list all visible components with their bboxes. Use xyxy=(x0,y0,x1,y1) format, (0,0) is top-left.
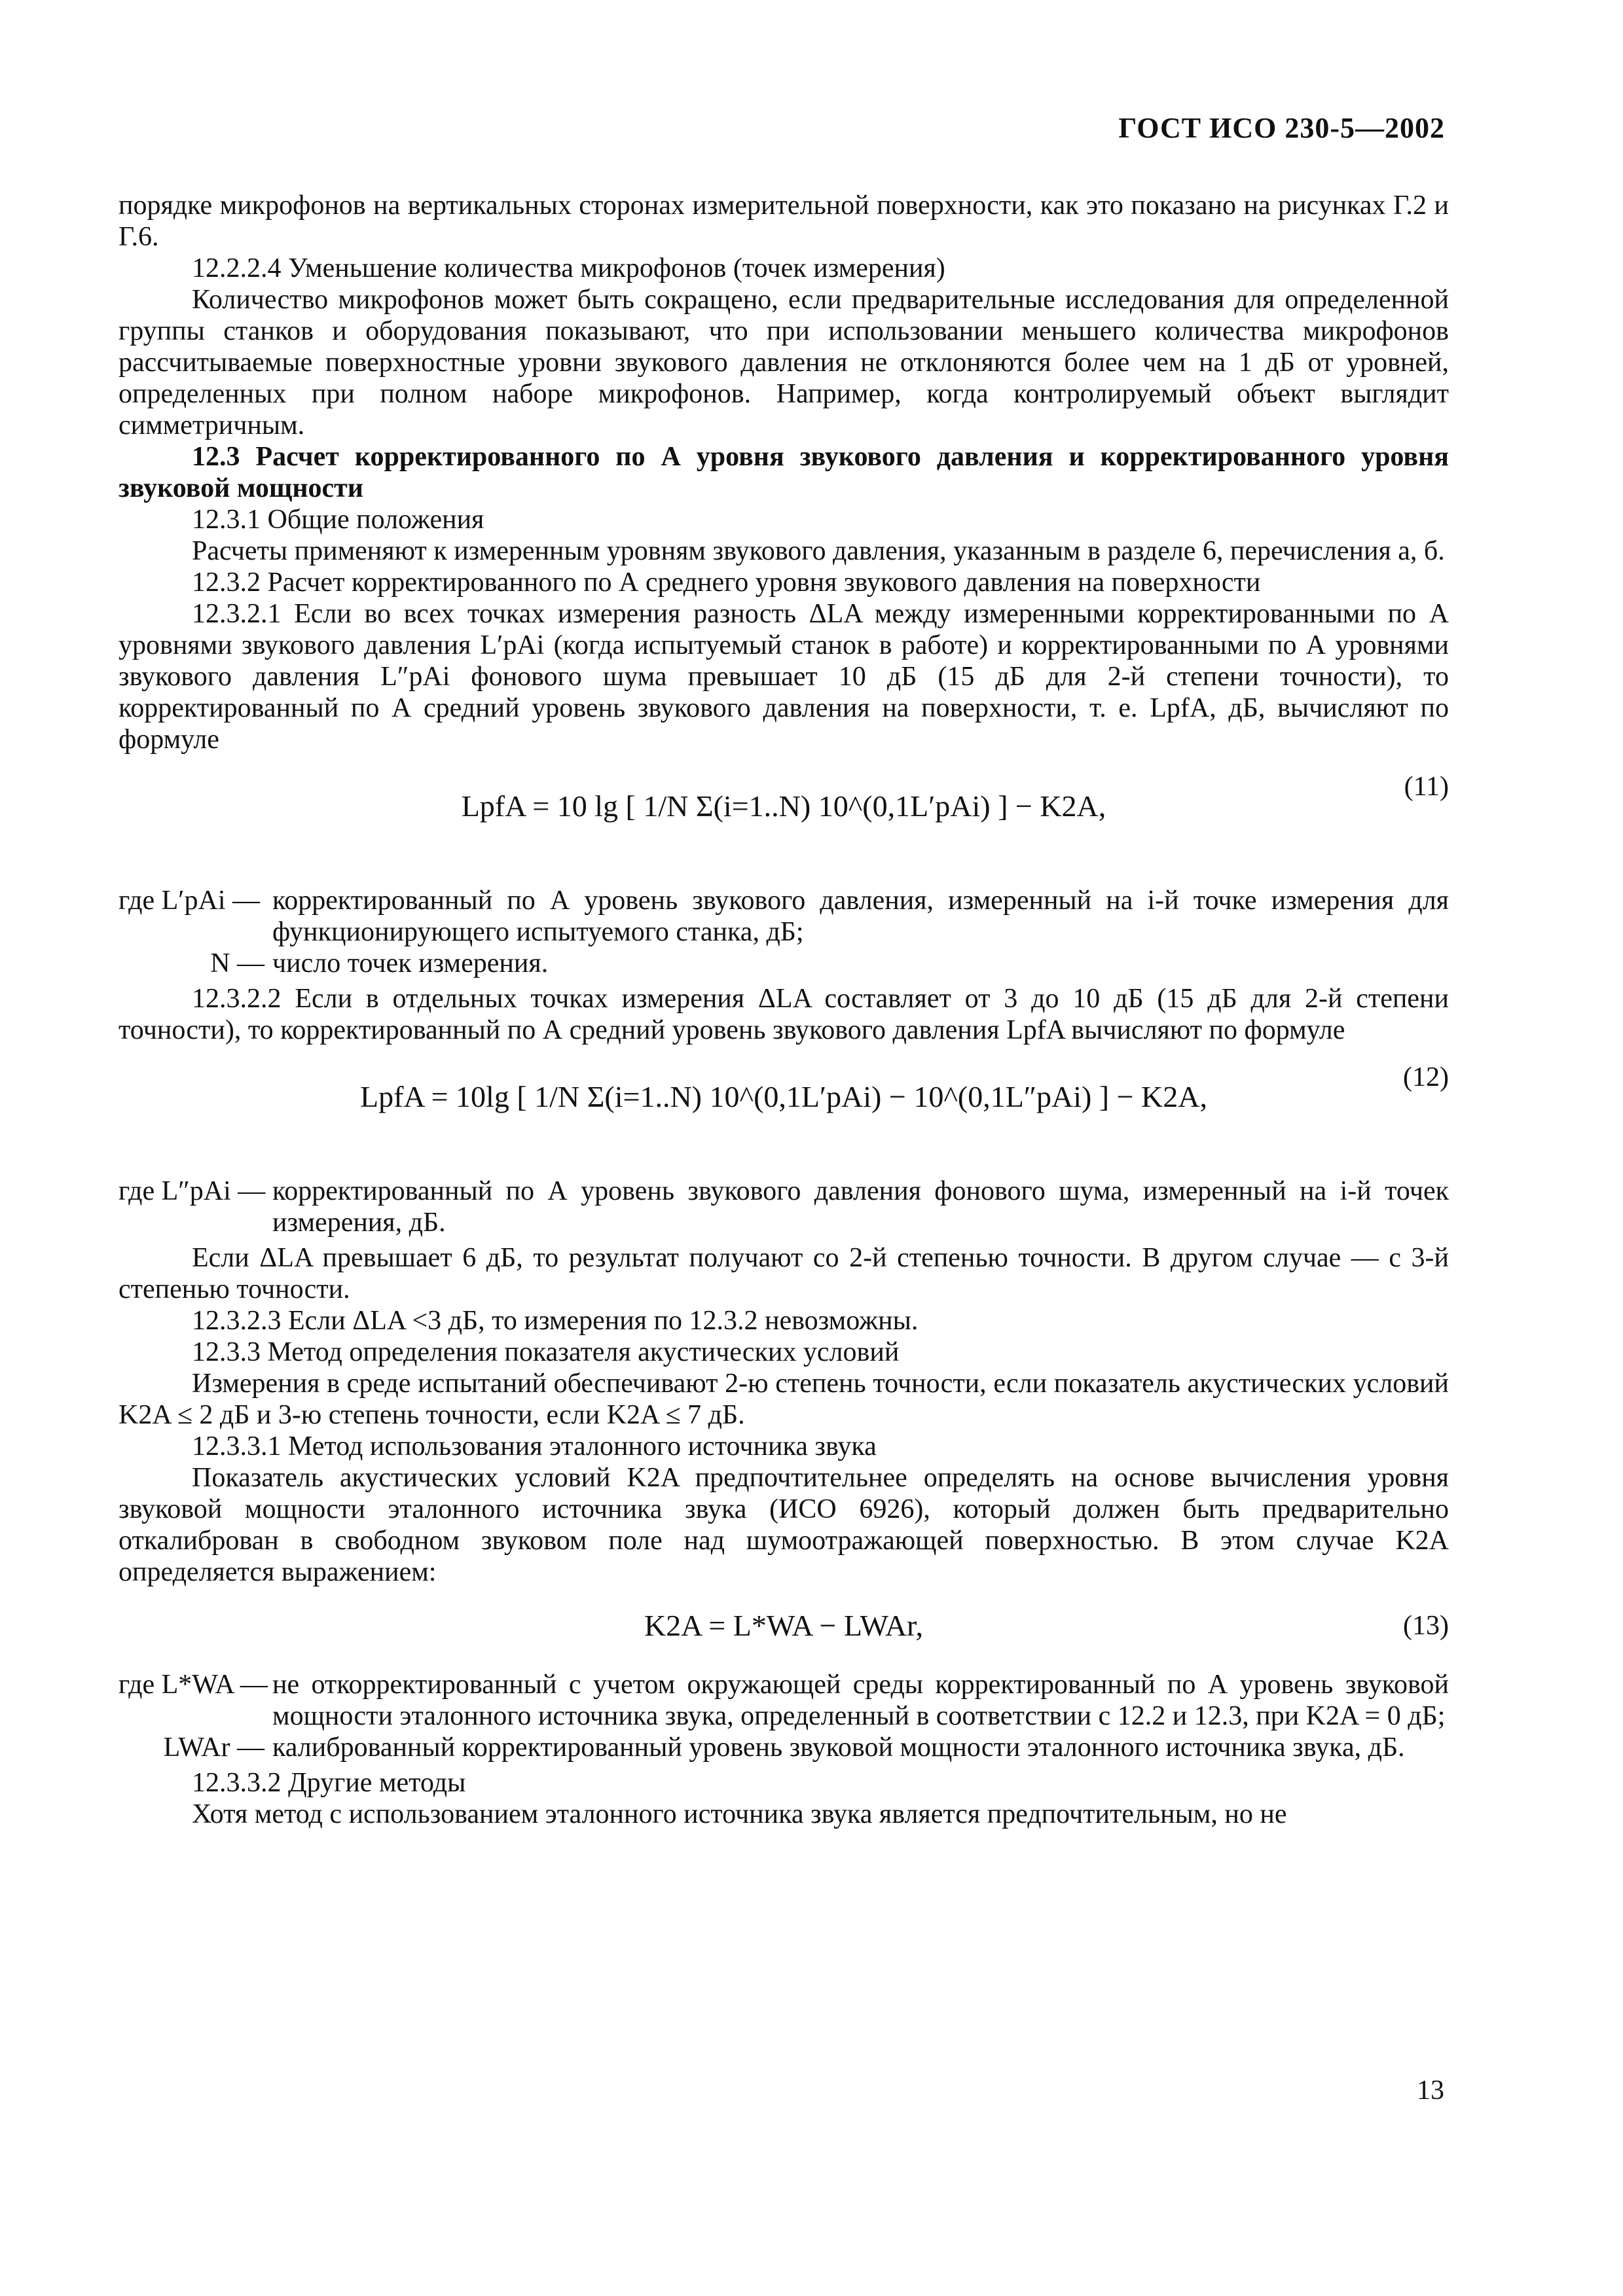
paragraph: 12.3.2.1 Если во всех точках измерения разность ΔLA между измеренными корректированными по А уровнями звукового давления L′pAi (когда испытуемый станок в работе) и корректированными по А уровнями звукового давления L″pAi фонового шума превышает 10 дБ (15 дБ для 2-й степени точности), то корректированный по А средний уровень звукового давления на поверхности, т. е. LpfA, дБ, вычисляют по формуле xyxy=(119,599,1449,755)
definition-list xyxy=(119,885,1449,979)
definition-text: калиброванный корректированный уровень звуковой мощности эталонного источника звука, дБ. xyxy=(272,1732,1405,1763)
definition-text: число точек измерения. xyxy=(272,948,549,978)
paragraph: Количество микрофонов может быть сокращено, если предварительные исследования для определенной группы станков и оборудования показывают, что при использовании меньшего количества микрофонов рассчитываемые поверхностные уровни звукового давления не отклоняются более чем на 1 дБ от уровней, определенных при полном наборе микрофонов. Например, когда контролируемый объект выглядит симметричным. xyxy=(119,285,1449,440)
paragraph: Если ΔLA превышает 6 дБ, то результат получают со 2-й степенью точности. В другом случае — с 3-й степенью точности. xyxy=(119,1243,1449,1304)
document-body xyxy=(119,190,1449,1830)
definition-item xyxy=(119,1732,1449,1763)
definition-text: не откорректированный с учетом окружающей среды корректированный по А уровень звуковой мощности эталонного источника звука, определенный в соответствии с 12.2 и 12.3, при K2A = 0 дБ; xyxy=(272,1670,1449,1731)
definition-term: N — xyxy=(210,948,264,978)
subsection-heading: 12.3.3.2 Другие методы xyxy=(192,1768,466,1798)
subsection-heading: 12.3.1 Общие положения xyxy=(192,505,484,535)
definition-item xyxy=(119,885,1449,948)
definition-item xyxy=(119,1669,1449,1732)
subsection-heading: 12.3.3.1 Метод использования эталонного источника звука xyxy=(192,1431,877,1462)
formula-expression: LpfA = 10 lg [ 1/N Σ(i=1..N) 10^(0,1L′pAi) ] − K2A, xyxy=(461,789,1106,823)
page-number: 13 xyxy=(1417,2075,1444,2106)
definition-term: где L″pAi — xyxy=(119,1176,266,1206)
document-header: ГОСТ ИСО 230-5—2002 xyxy=(1118,112,1445,144)
subsection-heading: 12.3.2 Расчет корректированного по А среднего уровня звукового давления на поверхности xyxy=(192,567,1261,598)
section-heading: 12.3 Расчет корректированного по А уровня звукового давления и корректированного уровня звуковой мощности xyxy=(119,442,1449,503)
formula-number: (13) xyxy=(1403,1611,1449,1641)
subsection-heading: 12.2.2.4 Уменьшение количества микрофонов (точек измерения) xyxy=(192,253,945,283)
definition-term: где L′pAi — xyxy=(119,886,260,916)
subsection-heading: 12.3.3 Метод определения показателя акустических условий xyxy=(192,1337,900,1367)
definition-term: где L*WA — xyxy=(119,1670,268,1700)
definition-term: LWAr — xyxy=(163,1732,264,1763)
formula-13 xyxy=(119,1597,1449,1660)
paragraph: Расчеты применяют к измеренным уровням звукового давления, указанным в разделе 6, перечисления а, б. xyxy=(192,536,1445,566)
definition-text: корректированный по А уровень звукового давления, измеренный на i-й точке измерения для функционирующего испытуемого станка, дБ; xyxy=(272,886,1449,947)
paragraph: 12.3.2.3 Если ΔLA <3 дБ, то измерения по 12.3.2 невозможны. xyxy=(192,1306,919,1336)
definition-list xyxy=(119,1175,1449,1238)
definition-item xyxy=(119,1175,1449,1238)
formula-11 xyxy=(119,764,1449,876)
paragraph: порядке микрофонов на вертикальных сторонах измерительной поверхности, как это показано на рисунках Г.2 и Г.6. xyxy=(119,190,1449,252)
formula-number: (11) xyxy=(1404,772,1449,802)
definition-list xyxy=(119,1669,1449,1763)
paragraph: Измерения в среде испытаний обеспечивают 2-ю степень точности, если показатель акустических условий K2A ≤ 2 дБ и 3-ю степень точности, если K2A ≤ 7 дБ. xyxy=(119,1369,1449,1430)
formula-expression: K2A = L*WA − LWAr, xyxy=(644,1609,924,1642)
formula-number: (12) xyxy=(1403,1062,1449,1092)
formula-12 xyxy=(119,1055,1449,1166)
definition-item xyxy=(119,948,1449,979)
definition-text: корректированный по А уровень звукового давления фонового шума, измеренный на i-й точек измерения, дБ. xyxy=(272,1176,1449,1238)
formula-expression: LpfA = 10lg [ 1/N Σ(i=1..N) 10^(0,1L′pAi) − 10^(0,1L″pAi) ] − K2A, xyxy=(360,1080,1207,1113)
paragraph: Хотя метод с использованием эталонного источника звука является предпочтительным, но не xyxy=(192,1799,1287,1829)
paragraph: 12.3.2.2 Если в отдельных точках измерения ΔLA составляет от 3 до 10 дБ (15 дБ для 2-й степени точности), то корректированный по А средний уровень звукового давления LpfA вычисляют по формуле xyxy=(119,984,1449,1045)
paragraph: Показатель акустических условий K2A предпочтительнее определять на основе вычисления уровня звуковой мощности эталонного источника звука (ИСО 6926), который должен быть предварительно откалиброван в свободном звуковом поле над шумоотражающей поверхностью. В этом случае K2A определяется выражением: xyxy=(119,1463,1449,1587)
